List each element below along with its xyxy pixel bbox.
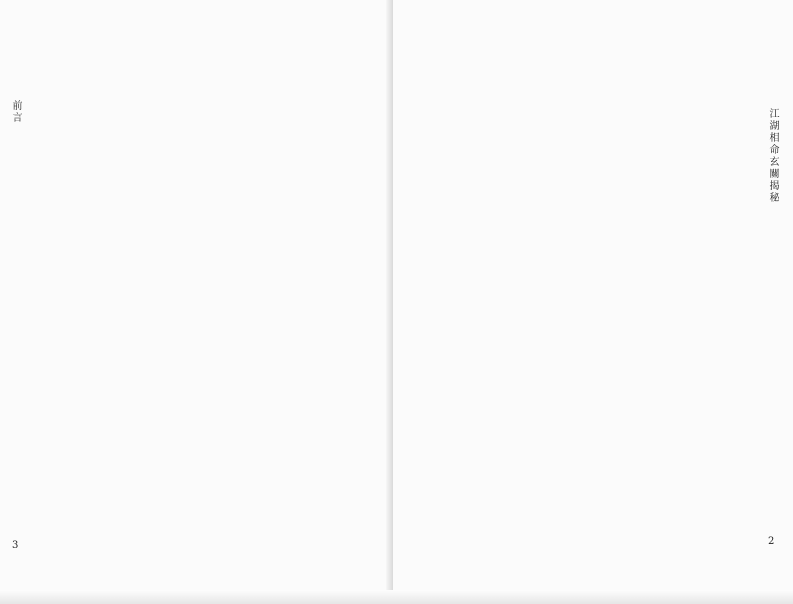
right-text-column xyxy=(590,148,606,538)
left-text-column xyxy=(179,148,195,538)
left-text-column xyxy=(255,148,271,538)
right-text-column xyxy=(461,148,477,538)
right-text-column xyxy=(664,148,680,538)
right-text-column xyxy=(516,148,532,538)
left-text-column xyxy=(141,148,157,538)
left-page xyxy=(0,0,393,604)
right-text-column xyxy=(701,148,717,538)
right-text-column xyxy=(683,148,699,538)
left-text-column xyxy=(274,148,290,538)
right-text-column xyxy=(572,148,588,538)
left-text-column xyxy=(103,148,119,538)
left-text-column xyxy=(293,148,309,538)
right-text-column xyxy=(720,148,736,538)
right-text-column xyxy=(479,148,495,538)
left-text-column xyxy=(160,148,176,538)
left-text-column xyxy=(84,148,100,538)
right-page-number: 2 xyxy=(768,536,775,547)
right-page xyxy=(393,0,793,604)
right-text-column xyxy=(498,148,514,538)
right-text-column xyxy=(424,148,440,538)
right-text-column xyxy=(553,148,569,538)
left-running-head: 前言 xyxy=(10,100,21,124)
right-text-column xyxy=(738,148,754,538)
left-text-column xyxy=(217,148,233,538)
right-running-head: 江湖相命玄關揭秘 xyxy=(767,108,778,204)
left-page-number: 3 xyxy=(12,540,19,551)
left-text-column xyxy=(236,148,252,538)
right-text-column xyxy=(609,148,625,538)
left-text-column xyxy=(350,148,366,538)
left-text-column xyxy=(65,148,81,538)
right-text-column xyxy=(646,148,662,538)
left-text-column xyxy=(312,148,328,538)
left-text-column xyxy=(122,148,138,538)
left-text-column xyxy=(198,148,214,538)
right-text-column xyxy=(535,148,551,538)
right-text-column xyxy=(442,148,458,538)
right-text-column xyxy=(627,148,643,538)
left-text-column xyxy=(331,148,347,538)
bottom-edge-shadow xyxy=(0,590,793,604)
